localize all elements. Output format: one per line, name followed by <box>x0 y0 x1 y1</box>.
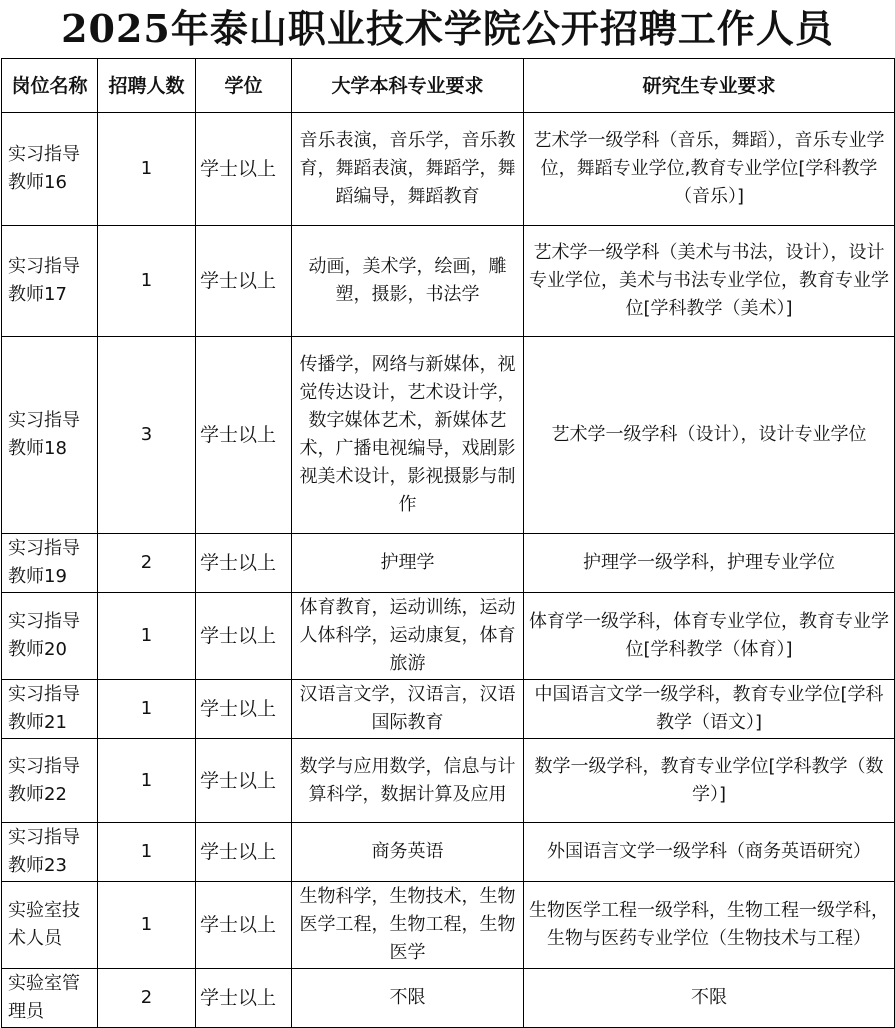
table-row <box>2 969 895 1028</box>
graduate-cell: 数学一级学科，教育专业学位[学科教学（数学）] <box>524 739 895 823</box>
position-cell: 实习指导教师19 <box>2 534 98 593</box>
graduate-cell: 艺术学一级学科（设计），设计专业学位 <box>524 337 895 534</box>
graduate-cell: 生物医学工程一级学科，生物工程一级学科，生物与医药专业学位（生物技术与工程） <box>524 882 895 969</box>
table-row <box>2 534 895 593</box>
undergrad-cell: 数学与应用数学，信息与计算科学，数据计算及应用 <box>292 739 524 823</box>
degree-cell: 学士以上 <box>196 226 292 337</box>
degree-cell: 学士以上 <box>196 337 292 534</box>
undergrad-cell: 不限 <box>292 969 524 1028</box>
position-cell: 实验室技术人员 <box>2 882 98 969</box>
undergrad-cell: 生物科学，生物技术，生物医学工程，生物工程，生物医学 <box>292 882 524 969</box>
count-cell: 1 <box>98 593 196 680</box>
position-cell: 实习指导教师17 <box>2 226 98 337</box>
degree-cell: 学士以上 <box>196 823 292 882</box>
header-graduate: 研究生专业要求 <box>524 59 895 113</box>
table-row <box>2 680 895 739</box>
graduate-cell: 体育学一级学科，体育专业学位，教育专业学位[学科教学（体育）] <box>524 593 895 680</box>
recruitment-table <box>1 58 895 1028</box>
count-cell: 1 <box>98 739 196 823</box>
table-row <box>2 226 895 337</box>
count-cell: 1 <box>98 226 196 337</box>
count-cell: 3 <box>98 337 196 534</box>
graduate-cell: 艺术学一级学科（音乐，舞蹈），音乐专业学位，舞蹈专业学位,教育专业学位[学科教学（音乐）] <box>524 113 895 226</box>
table-row <box>2 337 895 534</box>
table-row <box>2 113 895 226</box>
undergrad-cell: 体育教育，运动训练，运动人体科学，运动康复，体育旅游 <box>292 593 524 680</box>
count-cell: 1 <box>98 882 196 969</box>
undergrad-cell: 传播学，网络与新媒体，视觉传达设计，艺术设计学，数字媒体艺术，新媒体艺术，广播电视编导，戏剧影视美术设计，影视摄影与制作 <box>292 337 524 534</box>
table-row <box>2 739 895 823</box>
position-cell: 实验室管理员 <box>2 969 98 1028</box>
position-cell: 实习指导教师23 <box>2 823 98 882</box>
position-cell: 实习指导教师16 <box>2 113 98 226</box>
header-row <box>2 59 895 113</box>
degree-cell: 学士以上 <box>196 969 292 1028</box>
position-cell: 实习指导教师18 <box>2 337 98 534</box>
header-position: 岗位名称 <box>2 59 98 113</box>
header-undergrad: 大学本科专业要求 <box>292 59 524 113</box>
degree-cell: 学士以上 <box>196 680 292 739</box>
header-count: 招聘人数 <box>98 59 196 113</box>
graduate-cell: 不限 <box>524 969 895 1028</box>
degree-cell: 学士以上 <box>196 882 292 969</box>
count-cell: 2 <box>98 969 196 1028</box>
count-cell: 1 <box>98 680 196 739</box>
graduate-cell: 护理学一级学科，护理专业学位 <box>524 534 895 593</box>
page-title: 2025年泰山职业技术学院公开招聘工作人员 <box>61 6 834 51</box>
undergrad-cell: 护理学 <box>292 534 524 593</box>
undergrad-cell: 商务英语 <box>292 823 524 882</box>
position-cell: 实习指导教师20 <box>2 593 98 680</box>
count-cell: 2 <box>98 534 196 593</box>
degree-cell: 学士以上 <box>196 534 292 593</box>
position-cell: 实习指导教师21 <box>2 680 98 739</box>
degree-cell: 学士以上 <box>196 739 292 823</box>
graduate-cell: 外国语言文学一级学科（商务英语研究） <box>524 823 895 882</box>
undergrad-cell: 汉语言文学，汉语言，汉语国际教育 <box>292 680 524 739</box>
count-cell: 1 <box>98 823 196 882</box>
graduate-cell: 中国语言文学一级学科，教育专业学位[学科教学（语文）] <box>524 680 895 739</box>
header-degree: 学位 <box>196 59 292 113</box>
table-row <box>2 882 895 969</box>
table-row <box>2 823 895 882</box>
graduate-cell: 艺术学一级学科（美术与书法，设计），设计专业学位，美术与书法专业学位，教育专业学位[学科教学（美术）] <box>524 226 895 337</box>
table-row <box>2 593 895 680</box>
undergrad-cell: 动画，美术学，绘画，雕塑，摄影，书法学 <box>292 226 524 337</box>
degree-cell: 学士以上 <box>196 113 292 226</box>
undergrad-cell: 音乐表演，音乐学，音乐教育，舞蹈表演，舞蹈学，舞蹈编导，舞蹈教育 <box>292 113 524 226</box>
count-cell: 1 <box>98 113 196 226</box>
position-cell: 实习指导教师22 <box>2 739 98 823</box>
degree-cell: 学士以上 <box>196 593 292 680</box>
